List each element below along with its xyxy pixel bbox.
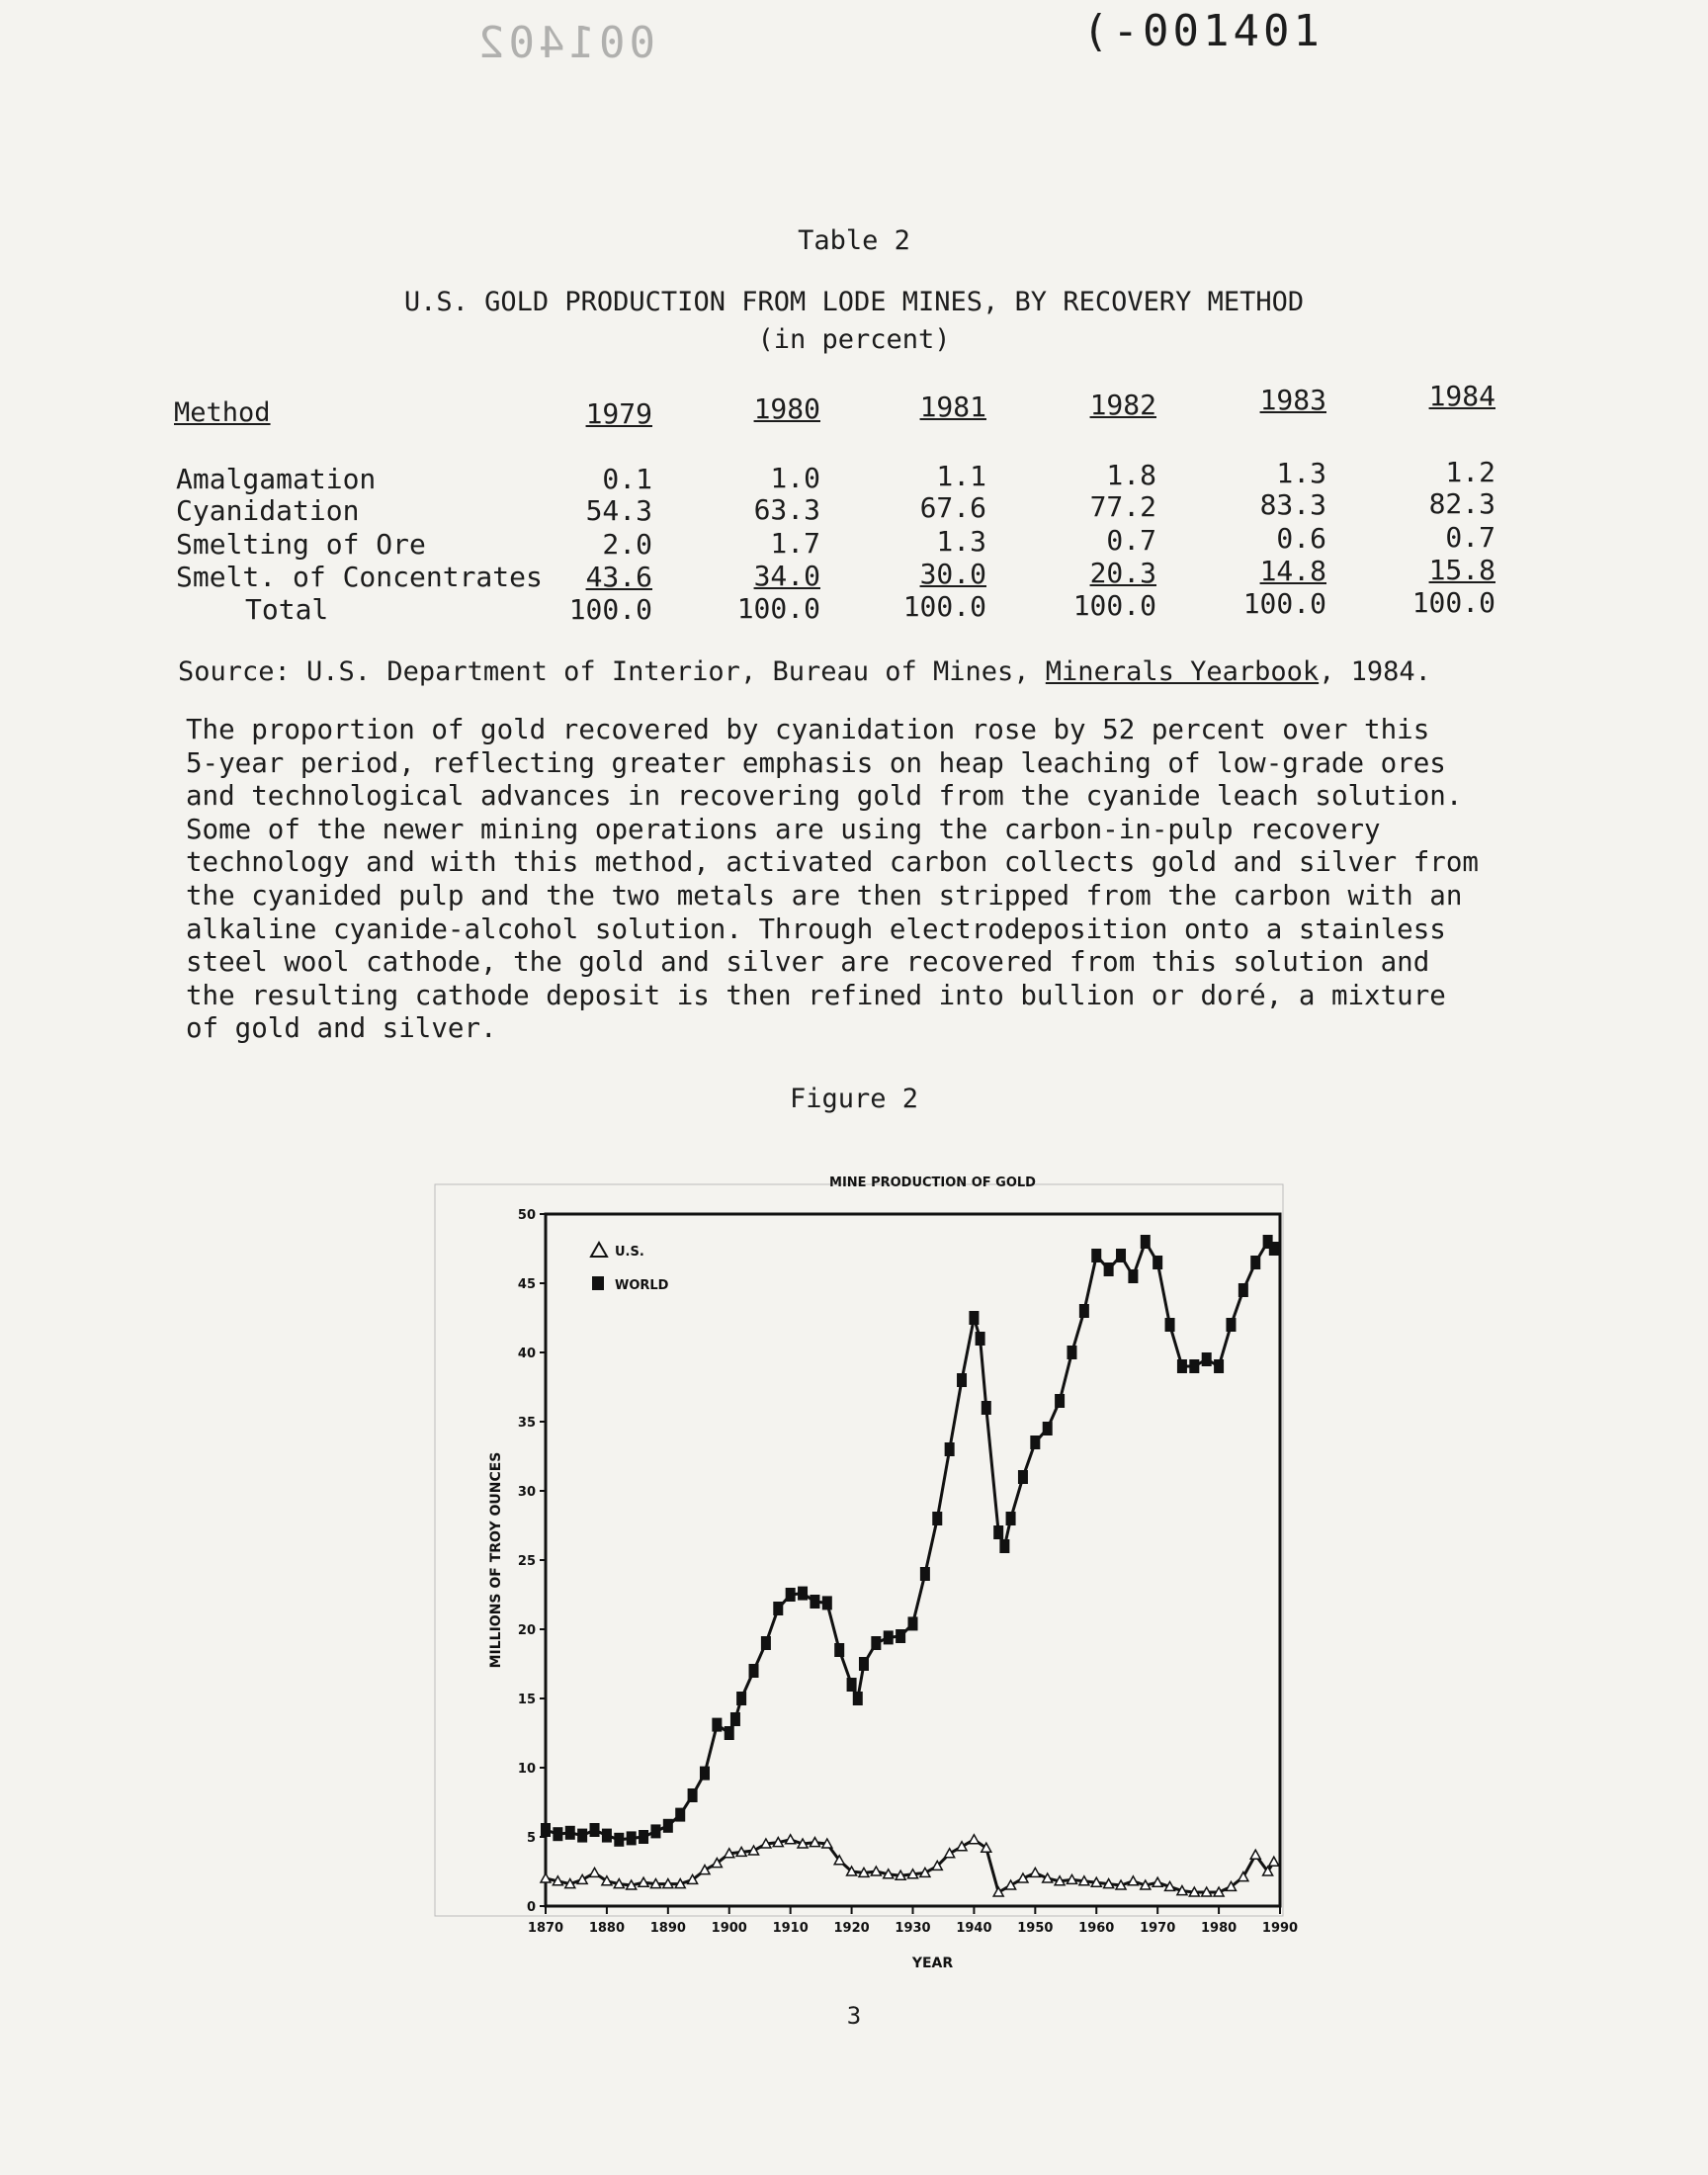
table-cell: 83.3	[1259, 488, 1326, 521]
page-number: 3	[846, 2002, 862, 2030]
year-header: 1981	[919, 391, 986, 423]
table-cell: 77.2	[1089, 489, 1156, 523]
table-cell: 0.1	[602, 463, 652, 495]
table-label: Table 2	[798, 225, 910, 256]
table-cell: 100.0	[736, 591, 820, 625]
table-cell: 100.0	[1072, 588, 1156, 622]
table-cell: 1.7	[770, 526, 820, 560]
data-point-square	[736, 1692, 746, 1705]
source-title: Minerals Yearbook	[1045, 656, 1320, 687]
table-cell: 20.3	[1089, 556, 1156, 589]
paragraph-line: the resulting cathode deposit is then refined into bullion or doré, a mixture	[186, 979, 1446, 1011]
data-point-square	[725, 1726, 734, 1740]
row-label: Smelting of Ore	[176, 528, 426, 561]
data-point-square	[773, 1602, 783, 1615]
x-tick-label: 1960	[1078, 1921, 1115, 1936]
data-point-square	[700, 1767, 710, 1781]
data-point-square	[957, 1373, 967, 1387]
data-point-square	[1165, 1318, 1175, 1332]
data-point-square	[847, 1678, 857, 1692]
x-tick-label: 1920	[833, 1921, 870, 1936]
table-cell: 14.8	[1259, 555, 1326, 587]
data-point-square	[663, 1819, 673, 1833]
row-label: Amalgamation	[176, 463, 377, 495]
data-point-square	[1177, 1359, 1187, 1373]
data-point-square	[688, 1788, 698, 1802]
x-tick-label: 1950	[1017, 1921, 1054, 1936]
x-tick-label: 1880	[588, 1921, 626, 1936]
table-cell: 0.7	[1106, 523, 1156, 557]
data-point-square	[1153, 1256, 1162, 1269]
source-prefix: Source: U.S. Department of Interior, Bureau of Mines,	[178, 656, 1046, 687]
data-point-square	[920, 1567, 930, 1581]
table-cell: 2.0	[602, 528, 652, 561]
legend-triangle-marker	[591, 1243, 607, 1257]
data-point-square	[565, 1826, 575, 1840]
paragraph-line: the cyanided pulp and the two metals are then stripped from the carbon with an	[186, 879, 1463, 912]
data-point-square	[871, 1636, 881, 1650]
table-cell: 1.1	[936, 460, 986, 492]
data-point-square	[822, 1596, 832, 1610]
figure-label: Figure 2	[789, 1084, 919, 1114]
x-tick-label: 1930	[895, 1921, 931, 1936]
paragraph-line: steel wool cathode, the gold and silver are recovered from this solution and	[186, 946, 1430, 979]
paragraph-line: technology and with this method, activated carbon collects gold and silver from	[186, 846, 1479, 879]
y-tick-label: 10	[517, 1762, 536, 1777]
data-point-square	[1055, 1394, 1065, 1408]
data-point-square	[590, 1823, 600, 1837]
method-header: Method	[174, 397, 271, 428]
y-tick-label: 25	[517, 1554, 536, 1569]
data-point-square	[1079, 1304, 1089, 1318]
data-point-square	[553, 1827, 562, 1841]
year-header: 1983	[1259, 384, 1326, 416]
data-point-square	[993, 1525, 1003, 1539]
table-cell: 82.3	[1428, 486, 1495, 520]
year-header: 1980	[753, 392, 820, 425]
paragraph-line: alkaline cyanide-alcohol solution. Through electrodeposition onto a stainless	[186, 913, 1446, 945]
x-axis-label: YEAR	[911, 1956, 954, 1971]
x-tick-label: 1900	[711, 1921, 747, 1936]
data-point-square	[932, 1512, 942, 1525]
x-tick-label: 1870	[527, 1921, 564, 1936]
y-axis-label: MILLIONS OF TROY OUNCES	[488, 1451, 504, 1669]
paragraph-line: of gold and silver.	[186, 1012, 497, 1045]
data-point-square	[1043, 1422, 1053, 1436]
data-point-square	[577, 1829, 587, 1843]
data-point-square	[602, 1829, 612, 1843]
data-point-square	[798, 1587, 808, 1601]
table-cell: 1.3	[936, 525, 986, 558]
data-point-square	[1214, 1359, 1224, 1373]
table-cell: 63.3	[753, 492, 820, 526]
data-point-square	[675, 1808, 685, 1822]
data-point-square	[1128, 1269, 1138, 1283]
data-point-square	[627, 1831, 637, 1845]
data-point-triangle	[1250, 1850, 1260, 1859]
data-point-triangle	[1269, 1857, 1279, 1866]
table-cell: 43.6	[585, 561, 652, 593]
data-point-square	[650, 1824, 660, 1838]
table-cell: 15.8	[1428, 553, 1495, 586]
data-point-square	[1202, 1352, 1212, 1366]
data-point-square	[945, 1442, 955, 1456]
table-cell: 1.3	[1276, 457, 1326, 489]
x-tick-label: 1940	[956, 1921, 992, 1936]
y-tick-label: 40	[517, 1347, 536, 1361]
table-title: U.S. GOLD PRODUCTION FROM LODE MINES, BY RECOVERY METHOD	[403, 287, 1305, 317]
data-point-square	[761, 1636, 771, 1650]
data-point-square	[1006, 1512, 1016, 1525]
data-point-square	[1250, 1256, 1260, 1269]
x-tick-label: 1970	[1140, 1921, 1176, 1936]
x-tick-label: 1990	[1261, 1921, 1299, 1936]
x-tick-label: 1980	[1200, 1921, 1238, 1936]
year-header: 1979	[585, 397, 652, 430]
table-cell: 30.0	[919, 558, 986, 590]
data-point-triangle	[590, 1868, 600, 1876]
table-cell: 100.0	[568, 593, 652, 626]
table-cell: 1.0	[770, 461, 820, 494]
data-point-square	[834, 1643, 844, 1657]
table-cell: 1.2	[1445, 455, 1495, 488]
chart-outer-frame	[435, 1184, 1283, 1916]
document-stamp: (-001401	[1082, 6, 1324, 56]
data-point-square	[712, 1718, 722, 1732]
row-label: Cyanidation	[176, 494, 360, 527]
data-point-square	[982, 1401, 991, 1415]
data-point-triangle	[1128, 1876, 1138, 1885]
data-point-square	[999, 1539, 1009, 1553]
series-line	[546, 1242, 1274, 1840]
data-point-triangle	[1030, 1868, 1040, 1876]
data-point-square	[884, 1630, 894, 1644]
year-header: 1984	[1428, 380, 1495, 412]
data-point-square	[639, 1830, 648, 1844]
y-tick-label: 5	[526, 1831, 536, 1846]
table-cell: 1.8	[1106, 458, 1156, 491]
data-point-square	[1141, 1235, 1151, 1249]
y-tick-label: 35	[517, 1416, 536, 1431]
row-label: Total	[245, 593, 329, 626]
table-cell: 0.7	[1445, 520, 1495, 554]
y-tick-label: 15	[517, 1693, 536, 1707]
data-point-square	[896, 1629, 905, 1643]
y-tick-label: 45	[517, 1277, 536, 1292]
table-cell: 100.0	[902, 590, 986, 623]
paragraph-line: 5-year period, reflecting greater emphasis on heap leaching of low-grade ores	[186, 746, 1446, 779]
data-point-square	[541, 1823, 551, 1837]
table-unit: (in percent)	[757, 324, 951, 355]
table-cell: 100.0	[1411, 585, 1495, 619]
data-point-square	[1030, 1436, 1040, 1449]
data-point-square	[859, 1657, 869, 1671]
data-point-square	[969, 1311, 979, 1325]
paragraph-line: and technological advances in recovering gold from the cyanide leach solution.	[186, 780, 1463, 813]
year-header: 1982	[1089, 389, 1156, 421]
data-point-square	[786, 1588, 796, 1602]
source-suffix: , 1984.	[1319, 656, 1431, 687]
data-point-square	[1238, 1283, 1248, 1297]
legend-label: WORLD	[615, 1278, 669, 1293]
data-point-square	[614, 1833, 624, 1847]
data-point-square	[908, 1616, 918, 1630]
data-point-square	[1067, 1346, 1076, 1359]
paragraph-line: Some of the newer mining operations are using the carbon-in-pulp recovery	[186, 813, 1381, 845]
data-point-square	[1104, 1262, 1114, 1276]
data-point-square	[1189, 1359, 1199, 1373]
table-cell: 100.0	[1242, 587, 1326, 620]
y-tick-label: 50	[517, 1208, 536, 1223]
data-point-square	[1226, 1318, 1236, 1332]
bleed-through-stamp: 001402	[474, 18, 655, 68]
table-cell: 54.3	[585, 494, 652, 527]
y-tick-label: 20	[517, 1623, 536, 1638]
chart-title: MINE PRODUCTION OF GOLD	[829, 1175, 1036, 1190]
table-cell: 0.6	[1276, 522, 1326, 555]
y-tick-label: 0	[526, 1900, 536, 1915]
table-cell: 34.0	[753, 559, 820, 592]
data-point-square	[730, 1712, 740, 1726]
data-point-square	[749, 1664, 759, 1678]
data-point-square	[976, 1332, 985, 1346]
data-point-triangle	[969, 1835, 979, 1844]
legend-square-marker	[592, 1276, 604, 1290]
row-label: Smelt. of Concentrates	[176, 561, 543, 593]
data-point-square	[853, 1692, 863, 1705]
paragraph-line: The proportion of gold recovered by cyanidation rose by 52 percent over this	[186, 714, 1430, 745]
x-tick-label: 1910	[772, 1921, 809, 1936]
legend-label: U.S.	[615, 1245, 644, 1260]
x-tick-label: 1890	[649, 1921, 686, 1936]
data-point-square	[1269, 1242, 1279, 1256]
data-point-square	[1018, 1470, 1028, 1484]
data-point-square	[810, 1595, 819, 1609]
table-cell: 67.6	[919, 491, 986, 524]
y-tick-label: 30	[517, 1485, 536, 1500]
data-point-square	[1116, 1249, 1126, 1262]
data-point-square	[1091, 1249, 1101, 1262]
